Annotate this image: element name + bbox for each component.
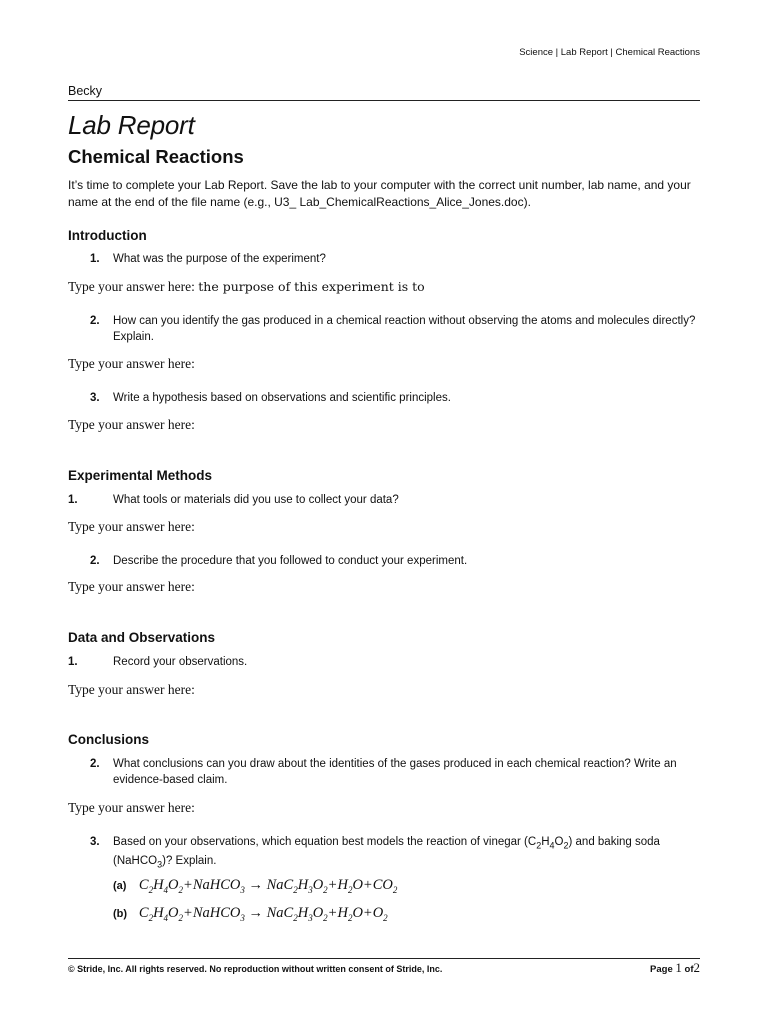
answer-field-methods-1[interactable] <box>68 519 195 535</box>
intro-paragraph: It’s time to complete your Lab Report. Save the lab to your computer with the correct unit number, lab name, and your name at the end of the file name (e.g., U3_ Lab_ChemicalReactions_Alice_Jones.doc). <box>68 178 691 209</box>
question-number: 1. <box>68 494 78 506</box>
question-text: Based on your observations, which equation best models the reaction of vinegar $(C_2H_4O_2)$ and baking soda (NaHCO$_3$)? Explain. <box>113 836 660 870</box>
equation-formula: $C_2H_4O_2+NaHCO_3 \to NaC_2H_3O_2+H_2O+O_2$ <box>138 905 388 923</box>
question-number: 2. <box>90 315 100 327</box>
question-methods-1 <box>68 492 708 508</box>
question-intro-1 <box>68 251 708 267</box>
question-number: 1. <box>90 253 100 265</box>
equation-formula: $C_2H_4O_2+NaHCO_3 \to NaC_2H_3O_2+H_2O+CO_2$ <box>138 877 398 895</box>
page-number: Page 1 of2 <box>650 960 700 975</box>
page-title: Lab Report <box>68 110 195 140</box>
answer-field-data-1[interactable] <box>68 682 195 698</box>
answer-field-intro-1[interactable] <box>68 279 425 295</box>
answer-prompt: Type your answer here: <box>68 519 195 534</box>
question-text: What tools or materials did you use to collect your data? <box>113 494 399 506</box>
question-methods-2 <box>68 553 708 569</box>
footer-rule <box>68 958 700 959</box>
question-intro-3 <box>68 390 708 406</box>
answer-field-conclusions-2[interactable] <box>68 800 195 816</box>
equation-option-b[interactable] <box>113 904 388 923</box>
answer-prompt: Type your answer here: <box>68 682 195 697</box>
footer-copyright: © Stride, Inc. All rights reserved. No reproduction without written consent of Stride, Inc. <box>68 964 443 974</box>
question-intro-2 <box>68 313 708 345</box>
equation-option-a[interactable] <box>113 876 397 895</box>
section-title-methods: Experimental Methods <box>68 468 213 483</box>
question-number: 2. <box>90 758 100 770</box>
answer-prompt: Type your answer here: <box>68 579 195 594</box>
author-name[interactable]: Becky <box>68 84 103 98</box>
question-text: Record your observations. <box>113 656 248 668</box>
section-title-introduction: Introduction <box>68 228 147 243</box>
option-label: (b) <box>113 908 128 920</box>
section-title-data: Data and Observations <box>68 630 216 645</box>
answer-prompt: Type your answer here: <box>68 417 195 432</box>
document-breadcrumb: Science | Lab Report | Chemical Reactions <box>519 47 700 58</box>
answer-prompt: Type your answer here: <box>68 279 195 294</box>
question-conclusions-3 <box>68 834 708 873</box>
section-title-conclusions: Conclusions <box>68 732 150 747</box>
question-conclusions-2 <box>68 756 708 788</box>
question-number: 3. <box>90 392 100 404</box>
question-text: What was the purpose of the experiment? <box>113 253 326 265</box>
question-text: Describe the procedure that you followed to conduct your experiment. <box>113 555 468 567</box>
question-text: What conclusions can you draw about the identities of the gases produced in each chemical reaction? Write an evidence-based claim. <box>113 758 677 786</box>
question-number: 3. <box>90 836 100 848</box>
answer-prompt: Type your answer here: <box>68 356 195 371</box>
question-number: 2. <box>90 555 100 567</box>
option-label: (a) <box>113 880 127 892</box>
answer-field-intro-3[interactable] <box>68 417 195 433</box>
answer-field-intro-2[interactable] <box>68 356 195 372</box>
question-data-1 <box>68 654 708 670</box>
question-text: How can you identify the gas produced in a chemical reaction without observing the atoms and molecules directly? Explain. <box>113 315 696 343</box>
answer-prompt: Type your answer here: <box>68 800 195 815</box>
question-number: 1. <box>68 656 78 668</box>
page-subtitle: Chemical Reactions <box>68 146 244 167</box>
answer-text[interactable]: the purpose of this experiment is to <box>198 279 425 294</box>
question-text: Write a hypothesis based on observations and scientific principles. <box>113 392 451 404</box>
header-rule <box>68 100 700 101</box>
answer-field-methods-2[interactable] <box>68 579 195 595</box>
